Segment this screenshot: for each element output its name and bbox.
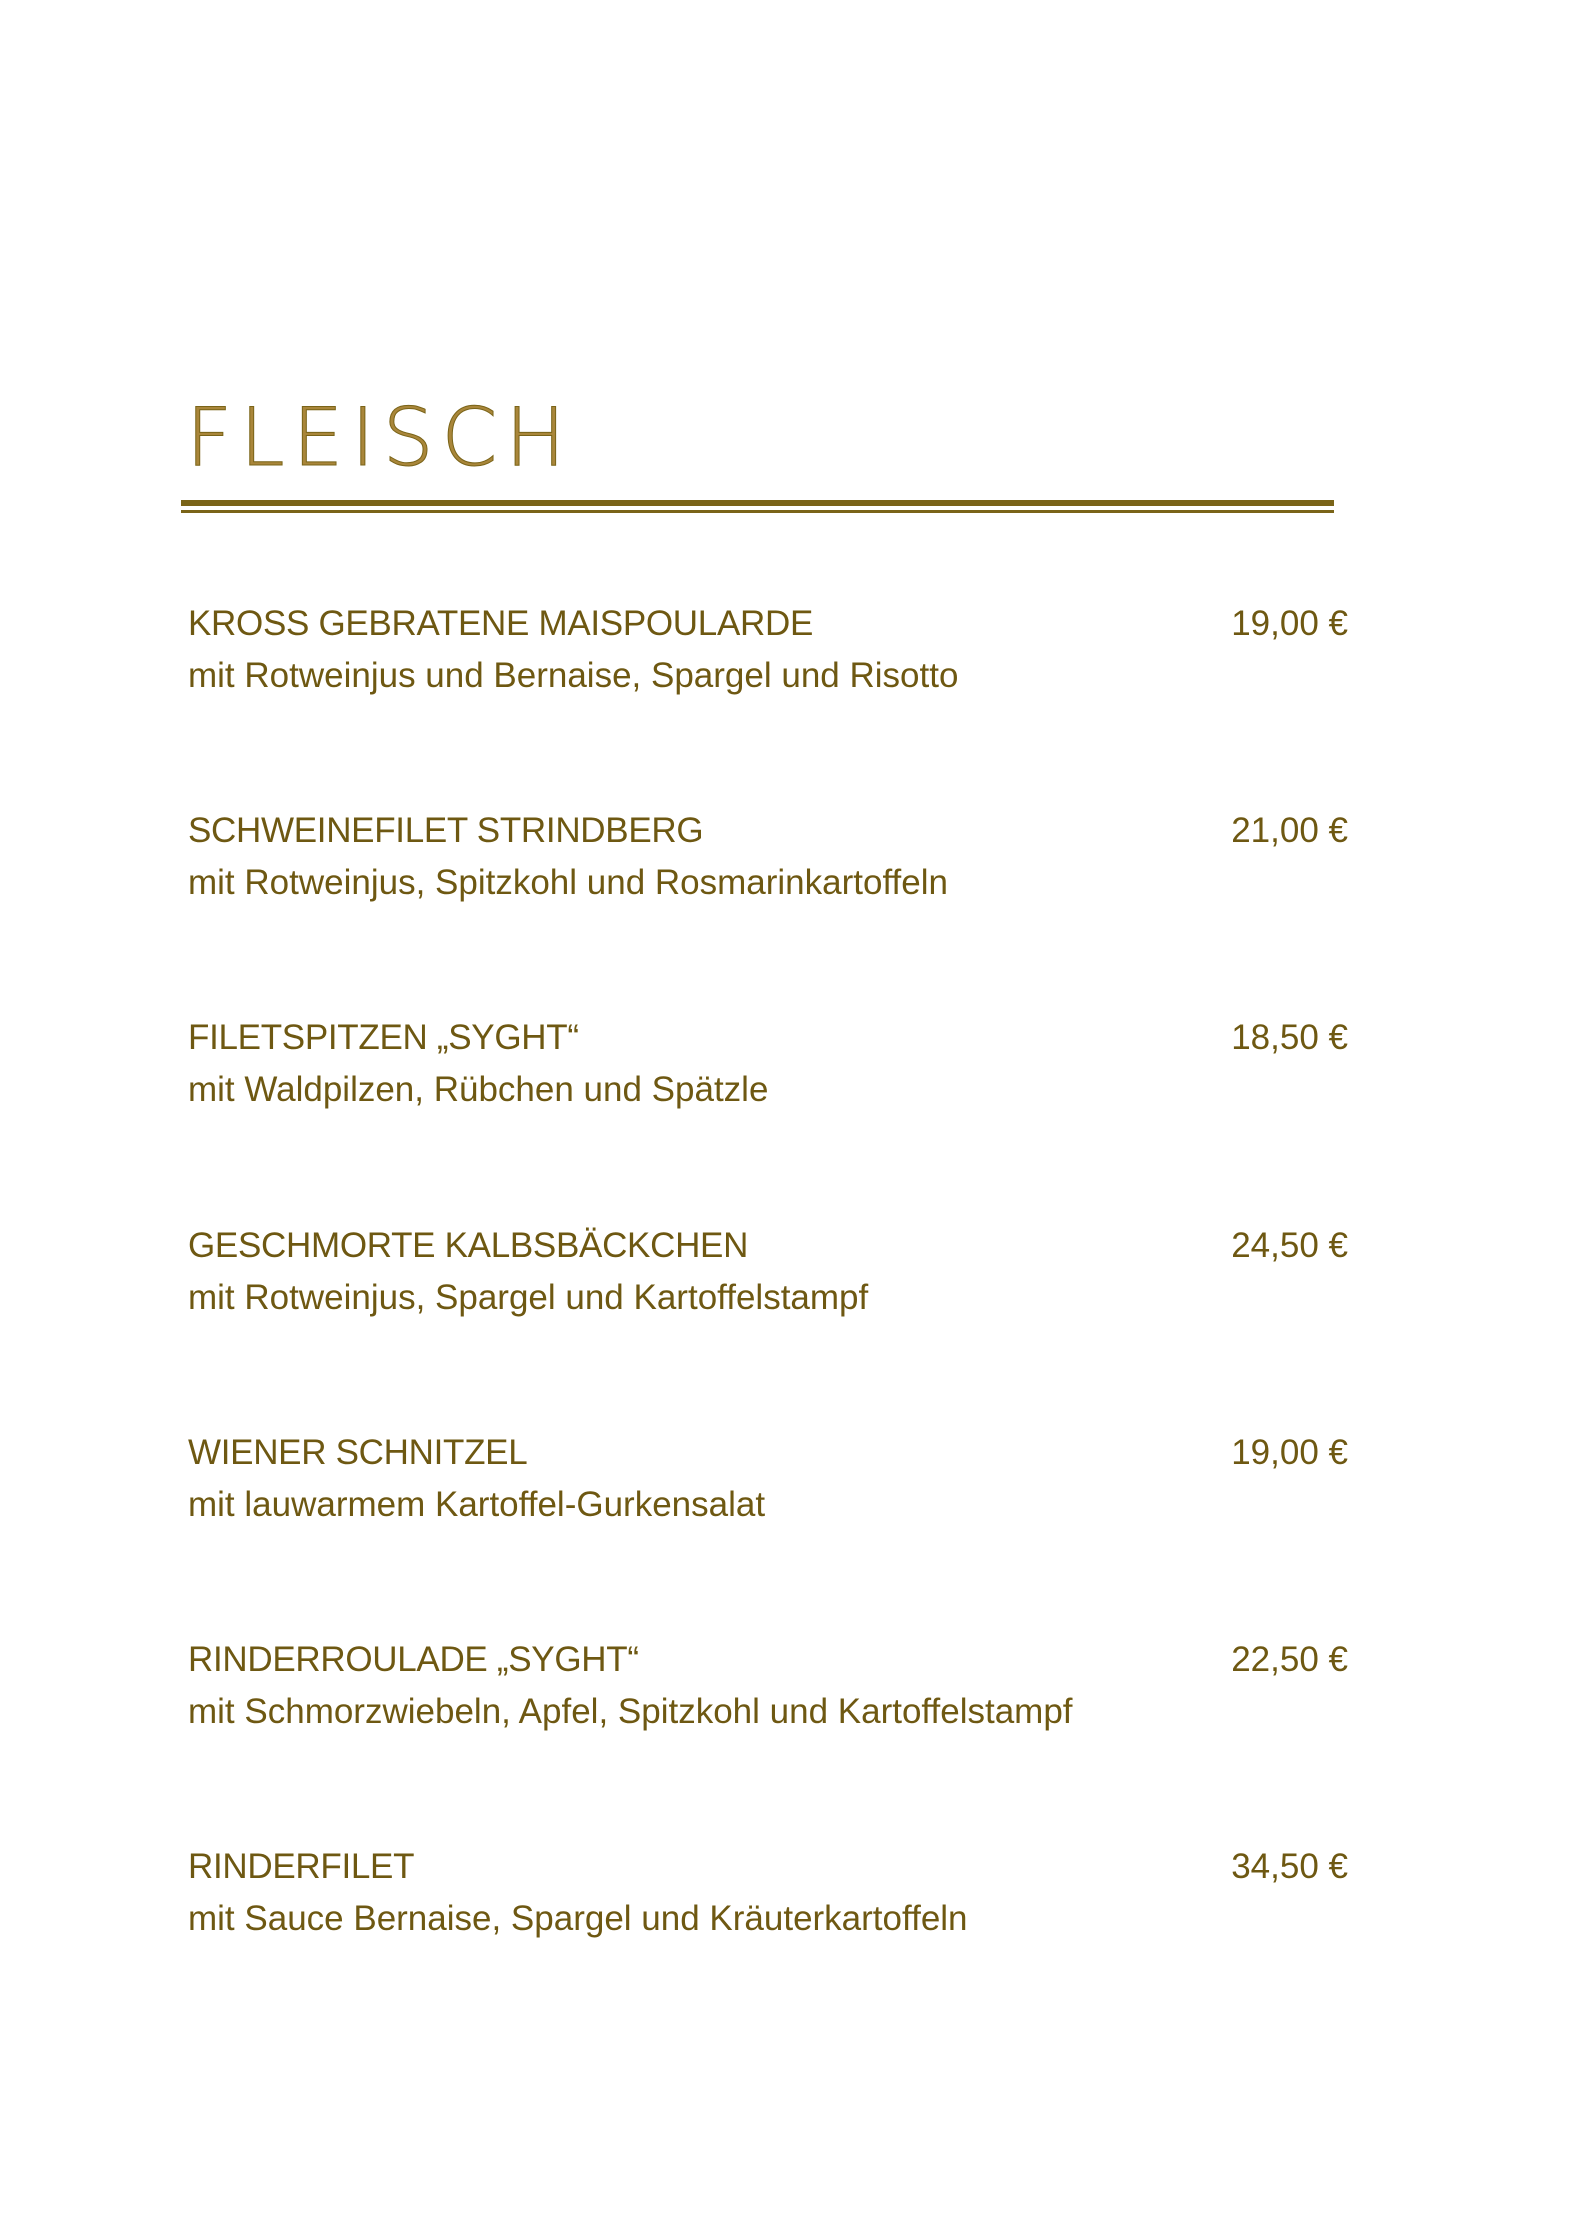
dish-name: RINDERFILET [188,1847,415,1886]
menu-item [188,1431,1348,1541]
dish-price: 19,00 € [1231,1433,1348,1472]
dish-description: mit Rotweinjus, Spitzkohl und Rosmarinkartoffeln [188,863,948,902]
menu-item [188,1638,1348,1748]
menu-item [188,1224,1348,1334]
dish-price: 22,50 € [1231,1640,1348,1679]
dish-description: mit lauwarmem Kartoffel-Gurkensalat [188,1485,766,1524]
dish-price: 34,50 € [1231,1847,1348,1886]
dish-description: mit Schmorzwiebeln, Apfel, Spitzkohl und Kartoffelstampf [188,1692,1073,1731]
dish-name: WIENER SCHNITZEL [188,1433,528,1472]
menu-item [188,1016,1348,1126]
section-title: FLEISCH [186,391,574,484]
dish-price: 21,00 € [1231,811,1348,850]
dish-name: RINDERROULADE „SYGHT“ [188,1640,639,1679]
dish-name: SCHWEINEFILET STRINDBERG [188,811,704,850]
dish-description: mit Rotweinjus und Bernaise, Spargel und Risotto [188,656,959,695]
dish-price: 19,00 € [1231,604,1348,643]
menu-item [188,1845,1348,1955]
dish-name: GESCHMORTE KALBSBÄCKCHEN [188,1226,749,1265]
dish-description: mit Sauce Bernaise, Spargel und Kräuterkartoffeln [188,1899,968,1938]
dish-description: mit Rotweinjus, Spargel und Kartoffelstampf [188,1278,869,1317]
menu-item [188,602,1348,712]
menu-item [188,809,1348,919]
dish-name: FILETSPITZEN „SYGHT“ [188,1018,579,1057]
dish-description: mit Waldpilzen, Rübchen und Spätzle [188,1070,769,1109]
dish-name: KROSS GEBRATENE MAISPOULARDE [188,604,813,643]
dish-price: 18,50 € [1231,1018,1348,1057]
dish-price: 24,50 € [1231,1226,1348,1265]
